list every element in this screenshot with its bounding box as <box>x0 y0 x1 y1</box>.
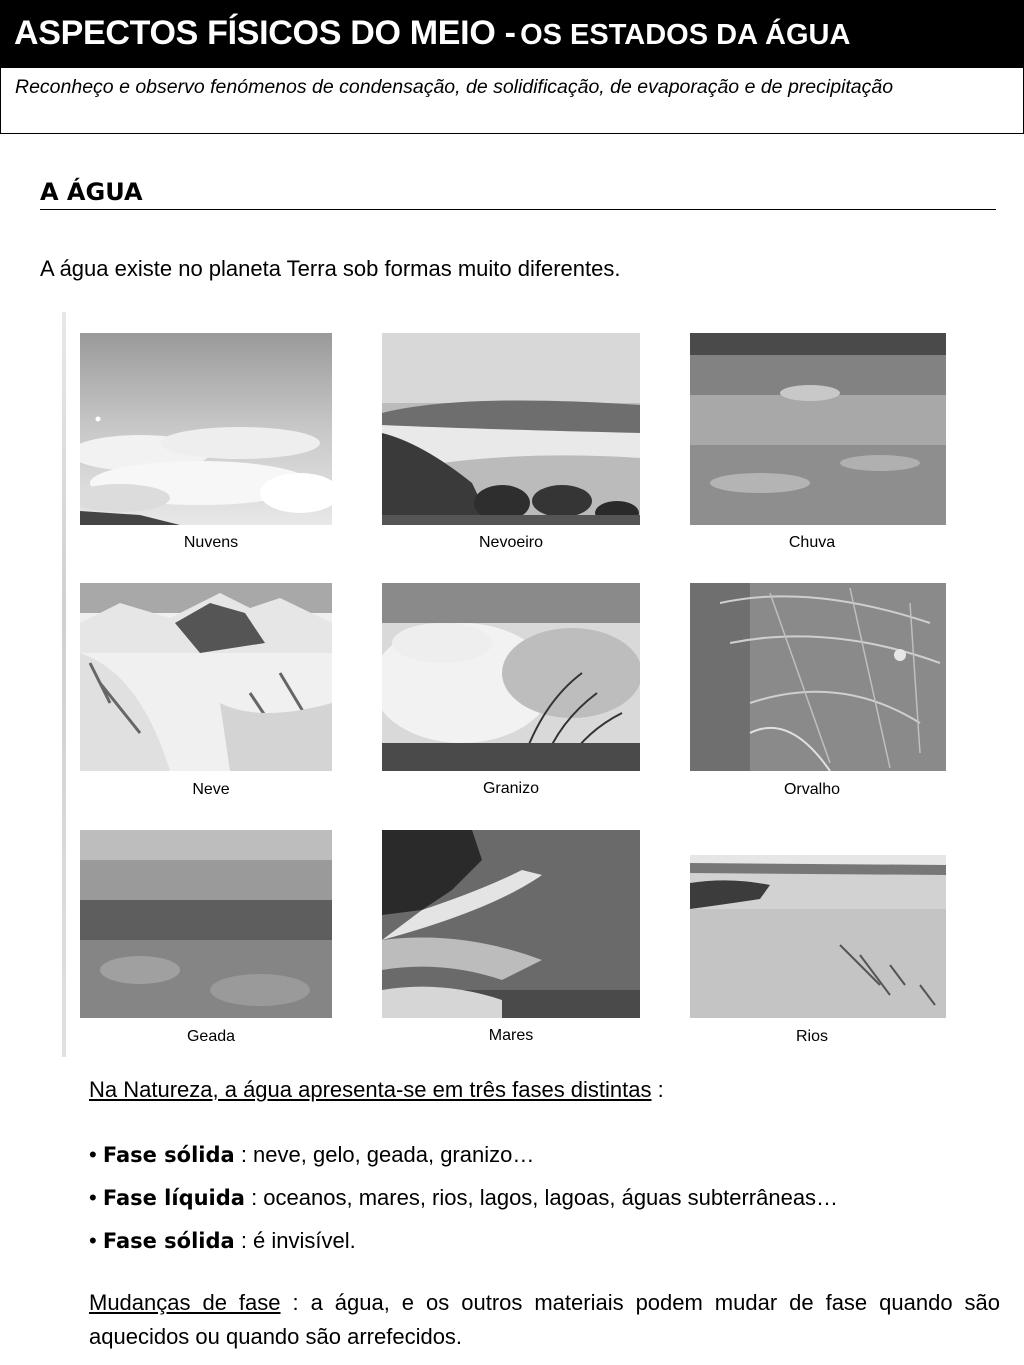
caption-frost: Geada <box>186 1028 236 1045</box>
learning-objective: Reconheço e observo fenómenos de condensação, de solidificação, de evaporação e de precipitação <box>0 68 1024 134</box>
caption-rivers: Rios <box>795 1028 828 1045</box>
caption-dew: Orvalho <box>783 781 841 798</box>
photo-hail <box>382 583 640 771</box>
phase-label: Fase sólida <box>102 1229 235 1253</box>
caption-seas: Mares <box>488 1027 534 1044</box>
phase-changes-paragraph <box>89 1286 1000 1354</box>
phases-heading-colon: : <box>651 1077 664 1102</box>
phase-label: Fase líquida <box>102 1186 245 1210</box>
phase-changes-text: : a água, e os outros materiais podem mudar de fase quando são aquecidos ou quando são arrefecidos. <box>89 1290 1000 1349</box>
photo-frost <box>80 830 332 1018</box>
caption-hail: Granizo <box>482 780 540 797</box>
photo-dew <box>690 583 946 771</box>
caption-rain: Chuva <box>788 534 836 551</box>
photo-snow <box>80 583 332 771</box>
caption-clouds: Nuvens <box>183 534 239 551</box>
caption-snow: Neve <box>192 781 230 798</box>
caption-fog: Nevoeiro <box>478 534 544 551</box>
phase-text: : neve, gelo, geada, granizo… <box>234 1142 535 1167</box>
intro-text: A água existe no planeta Terra sob formas muito diferentes. <box>40 256 621 281</box>
photo-rivers <box>690 855 946 1018</box>
page-subtitle: OS ESTADOS DA ÁGUA <box>520 19 851 51</box>
page-title: ASPECTOS FÍSICOS DO MEIO - <box>14 14 516 52</box>
photo-strip-edge <box>62 312 66 1057</box>
photo-clouds <box>80 333 332 525</box>
photo-rain <box>690 333 946 525</box>
phase-text: : oceanos, mares, rios, lagos, lagoas, águas subterrâneas… <box>244 1185 839 1210</box>
phases-heading-text: Na Natureza, a água apresenta-se em três fases distintas <box>89 1077 652 1102</box>
title-bar <box>0 0 1024 68</box>
photo-fog <box>382 333 640 525</box>
section-heading: A ÁGUA <box>40 178 996 210</box>
phase-item-solid: • Fase sólida : neve, gelo, geada, granizo… <box>89 1142 535 1167</box>
phases-heading <box>89 1077 664 1103</box>
phase-text: : é invisível. <box>234 1228 356 1253</box>
phase-item-gas: • Fase sólida : é invisível. <box>89 1228 356 1253</box>
phase-item-liquid: • Fase líquida : oceanos, mares, rios, lagos, lagoas, águas subterrâneas… <box>89 1185 839 1210</box>
photo-seas <box>382 830 640 1018</box>
phase-changes-label: Mudanças de fase <box>89 1290 281 1315</box>
phase-label: Fase sólida <box>102 1143 235 1167</box>
